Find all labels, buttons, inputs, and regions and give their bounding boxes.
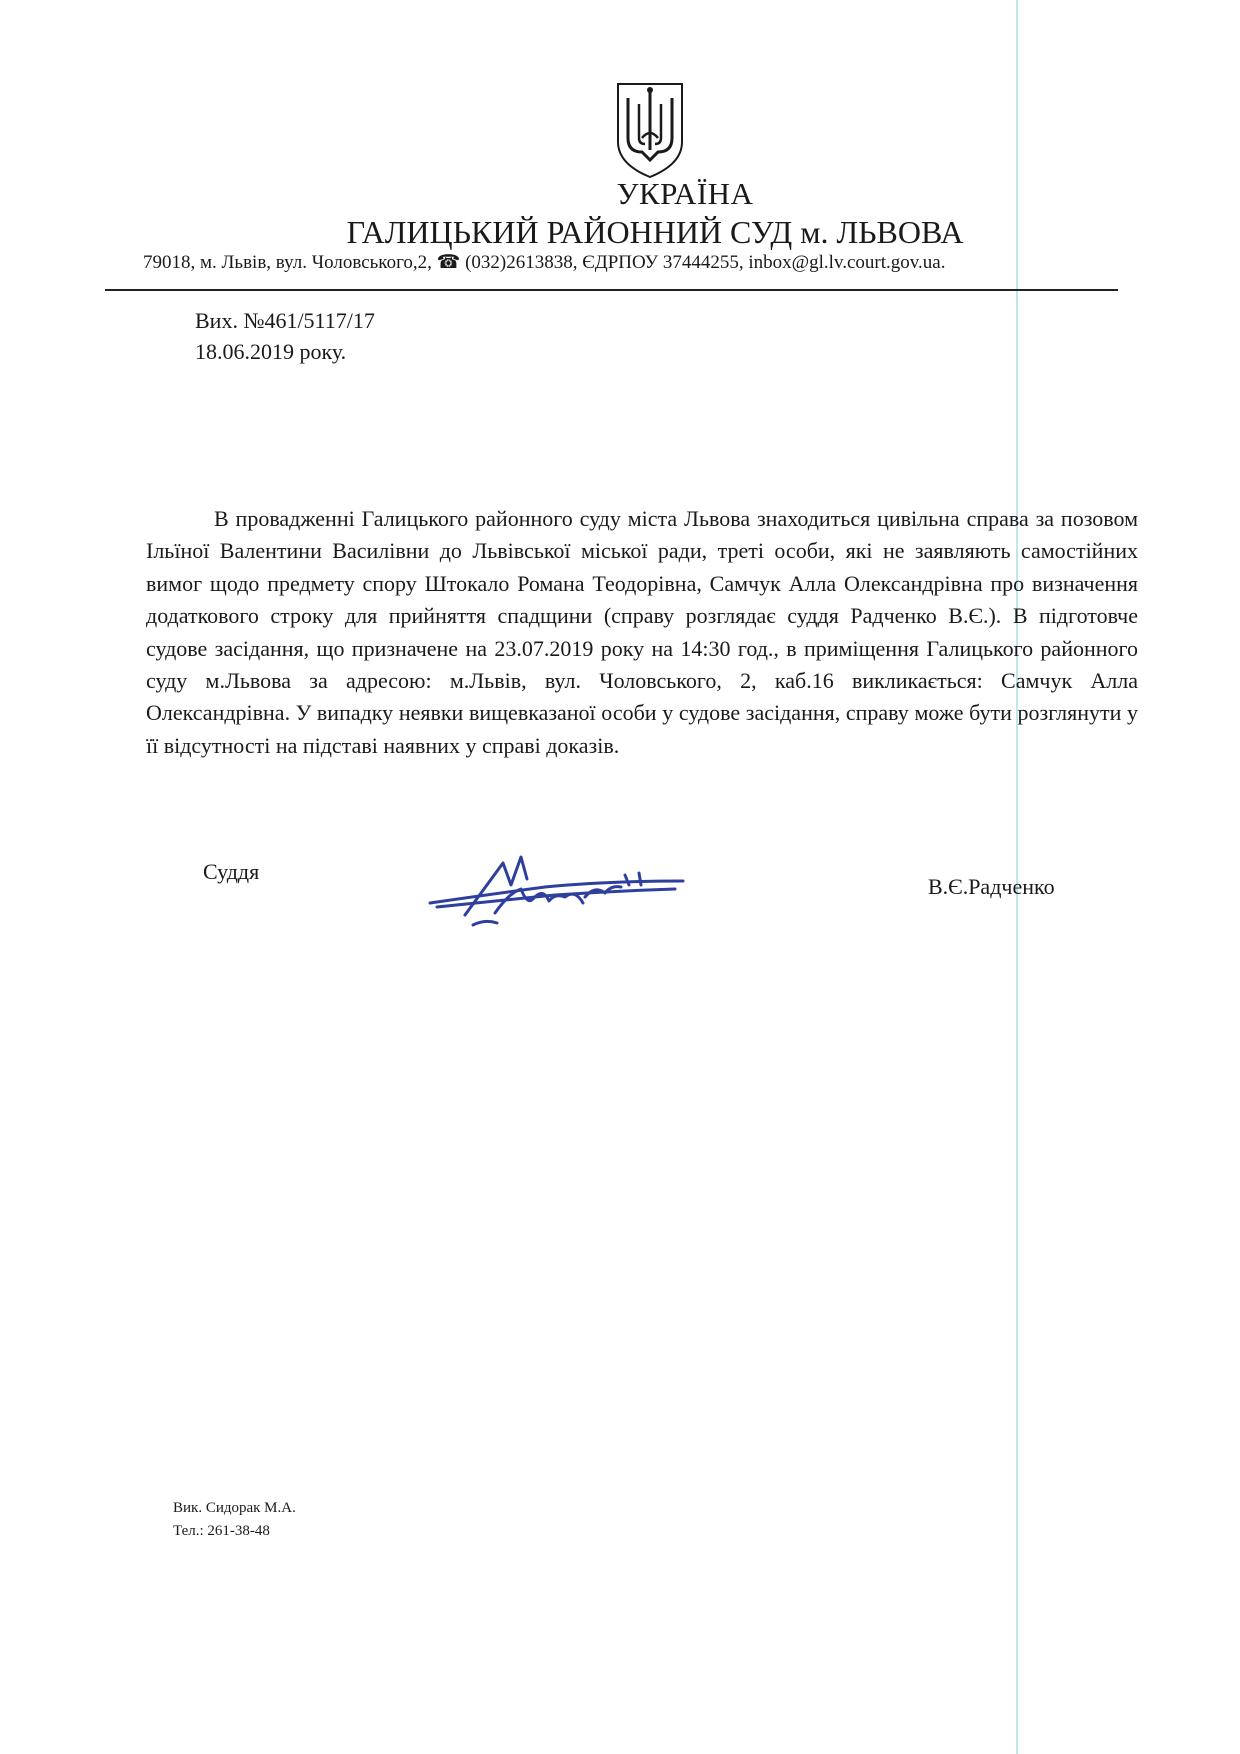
address-text: 79018, м. Львів, вул. Чоловського,2, — [143, 252, 437, 273]
executor-name: Вик. Сидорак М.А. — [173, 1500, 296, 1516]
judge-name: В.Є.Радченко — [928, 874, 1055, 899]
coat-of-arms-icon — [612, 80, 688, 180]
telephone-icon: ☎ — [436, 252, 461, 273]
outgoing-number: Вих. №461/5117/17 — [195, 308, 375, 333]
outgoing-date: 18.06.2019 року. — [195, 339, 347, 364]
judge-title: Суддя — [203, 859, 260, 884]
handwritten-signature — [425, 845, 690, 935]
letterhead-divider — [105, 289, 1118, 291]
executor-phone: Тел.: 261-38-48 — [173, 1523, 270, 1539]
court-address — [143, 251, 945, 274]
court-name: ГАЛИЦЬКИЙ РАЙОННИЙ СУД м. ЛЬВОВА — [346, 214, 964, 250]
letter-body: В провадженні Галицького районного суду міста Львова знаходиться цивільна справа за позовом Ільїної Валентини Василівни до Львівської міської ради, треті особи, які не заявляють самостійних вимог щодо предмету спору Штокало Романа Теодорівна, Самчук Алла Олександрівна про визначення додаткового строку для прийняття спадщини (справу розглядає суддя Радченко В.Є.). В підготовче судове засідання, що призначене на 23.07.2019 року на 14:30 год., в приміщення Галицького районного суду м.Львова за адресою: м.Львів, вул. Чоловського, 2, каб.16 викликається: Самчук Алла Олександрівна. У випадку неявки вищевказаної особи у судове засідання, справу може бути розглянути у її відсутності на підставі наявних у справі доказів. — [146, 506, 1138, 758]
contact-details: (032)2613838, ЄДРПОУ 37444255, inbox@gl.lv.court.gov.ua. — [460, 252, 946, 273]
country-title: УКРАЇНА — [616, 176, 754, 211]
